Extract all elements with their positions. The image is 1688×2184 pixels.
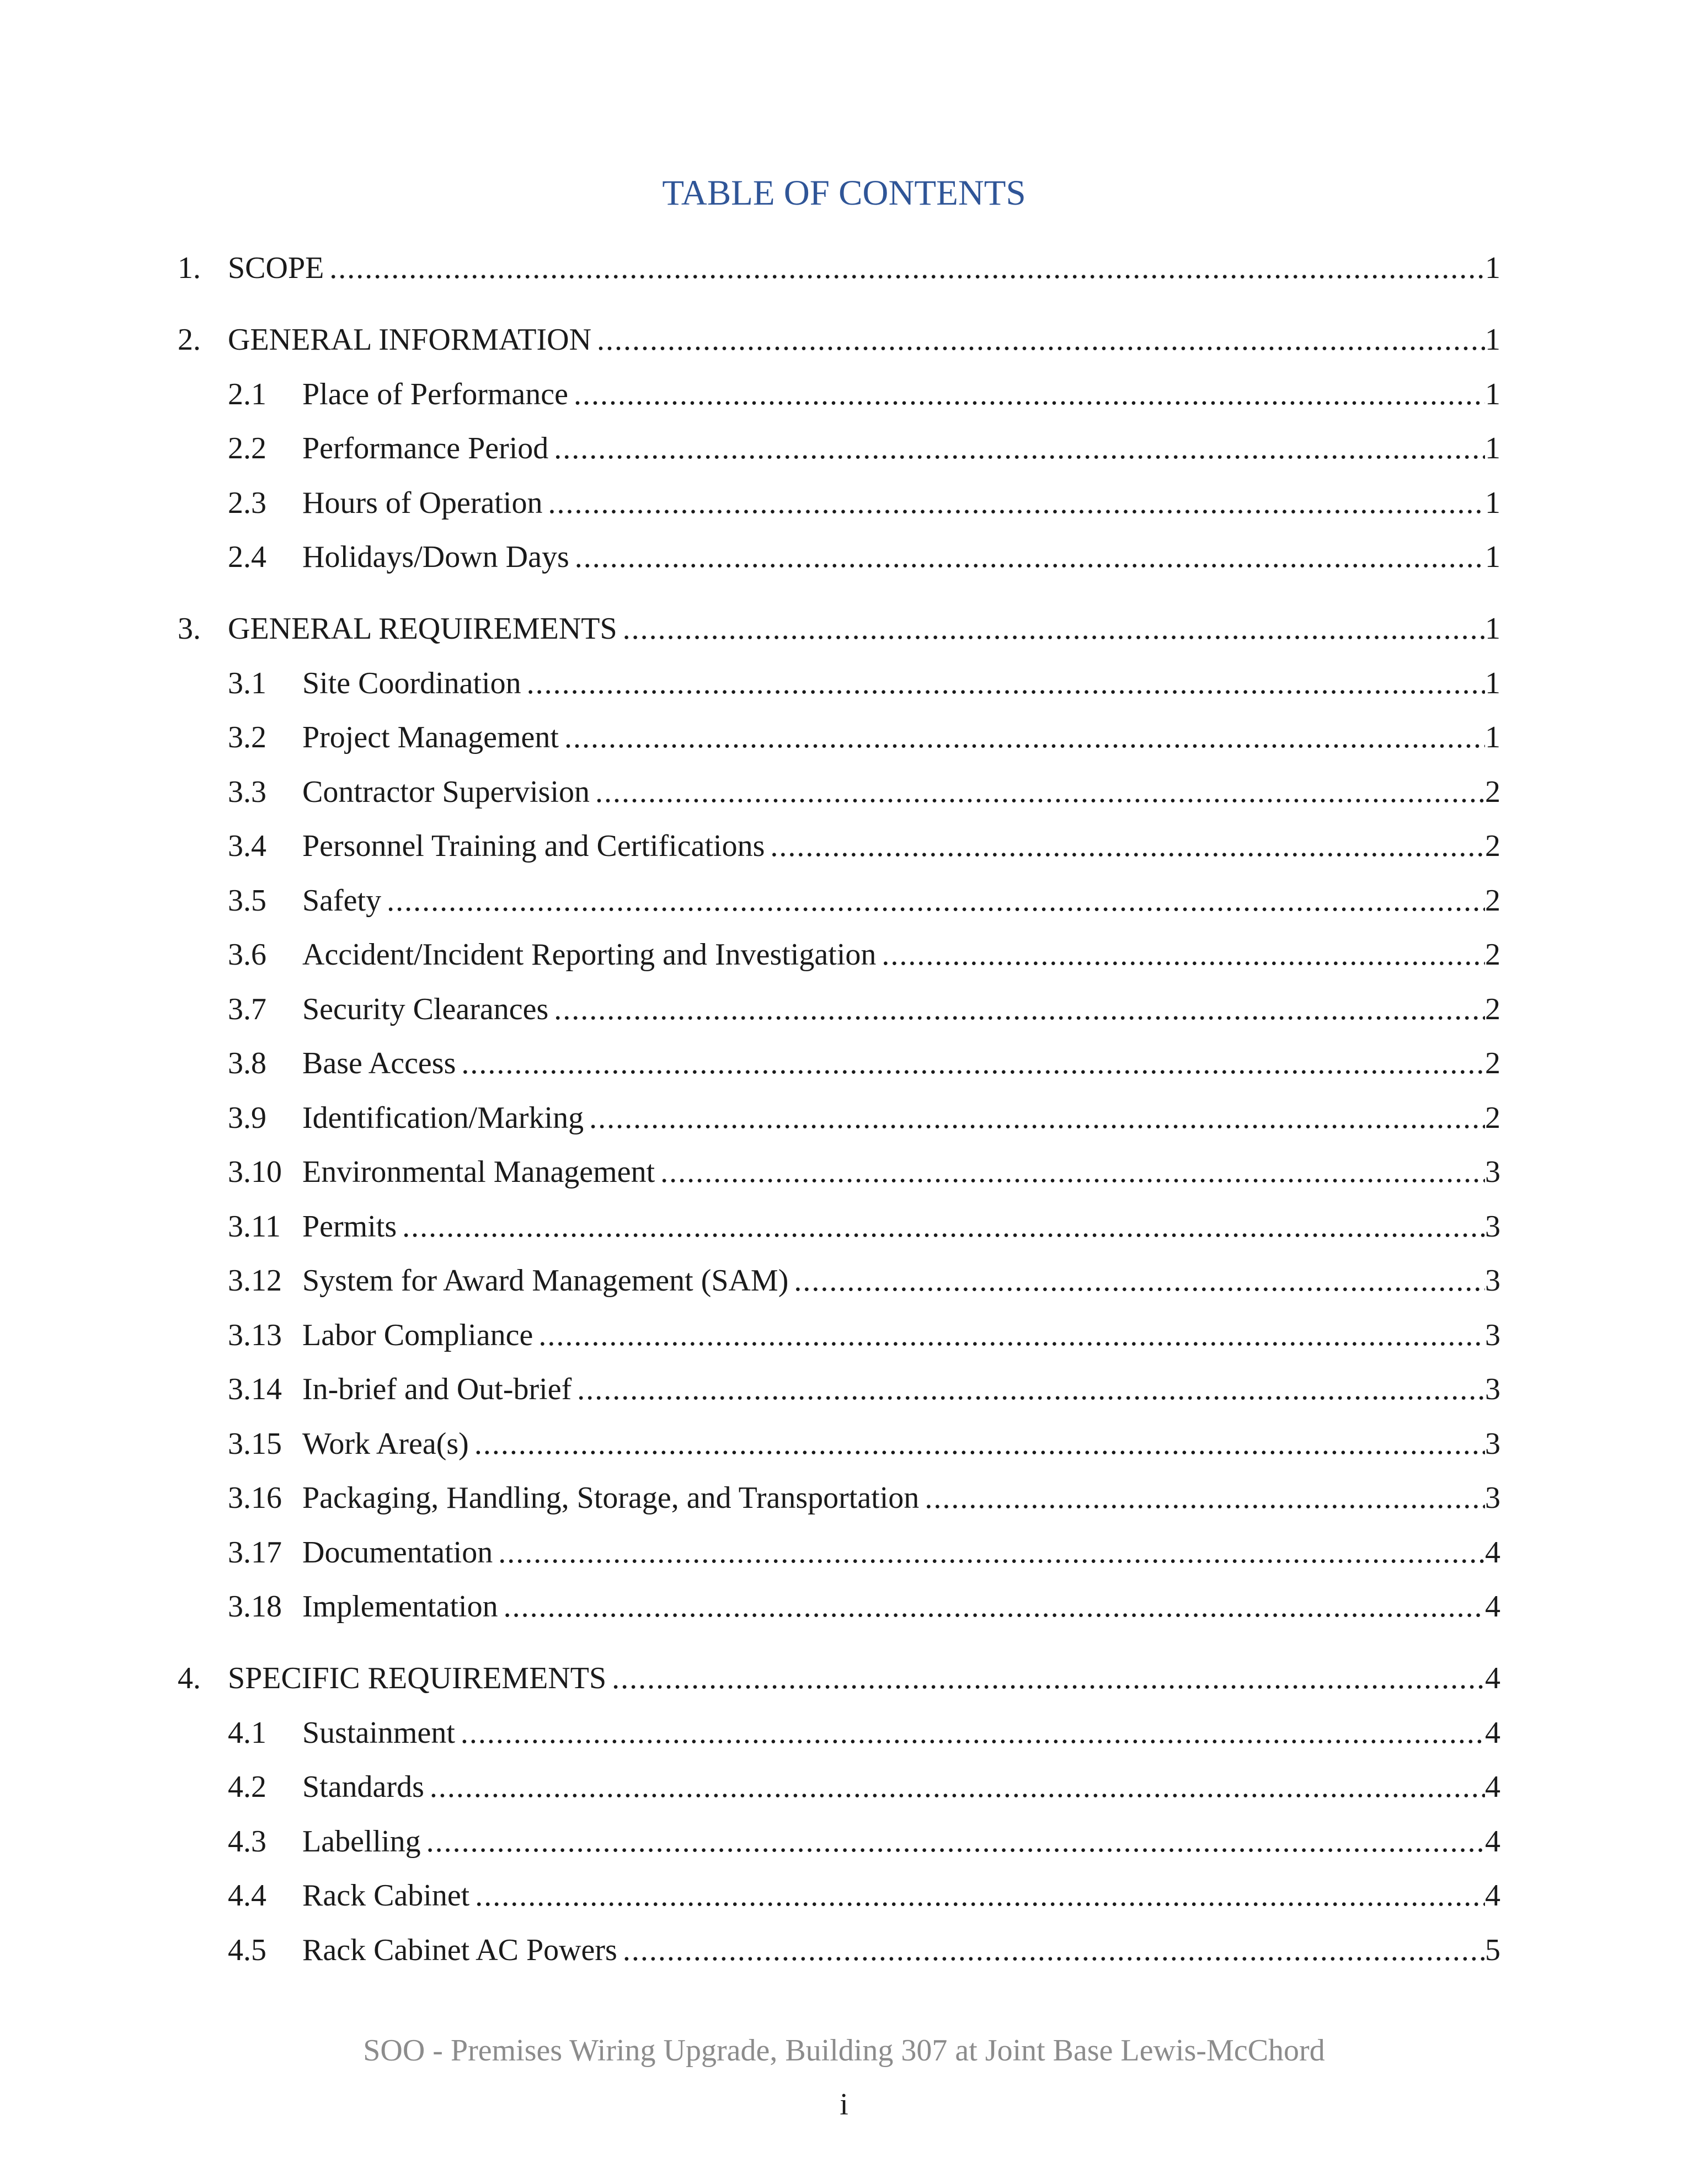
toc-entry-label: Accident/Incident Reporting and Investigation [302, 938, 877, 972]
toc-entry-number: 3.6 [228, 938, 266, 972]
toc-entry-label: Rack Cabinet [302, 1878, 470, 1913]
toc-dot-leader [542, 481, 1485, 525]
toc-entry[interactable] [0, 1873, 1688, 1918]
toc-entry-line [302, 987, 1500, 1031]
toc-entry-number: 3.18 [228, 1589, 282, 1624]
toc-dot-leader [548, 987, 1485, 1031]
toc-entry-line [228, 246, 1500, 290]
toc-entry-line [302, 1313, 1500, 1357]
toc-entry-number: 2.3 [228, 485, 266, 520]
toc-dot-leader [548, 426, 1485, 470]
toc-entry-page: 3 [1485, 1372, 1500, 1406]
toc-entry-line [302, 1585, 1500, 1629]
toc-entry[interactable] [0, 1205, 1688, 1249]
toc-entry-label: Labelling [302, 1824, 421, 1859]
toc-entry-page: 1 [1485, 612, 1500, 646]
toc-entry-page: 4 [1485, 1589, 1500, 1624]
toc-entry-label: Base Access [302, 1046, 456, 1080]
toc-entry-number: 3.8 [228, 1046, 266, 1080]
toc-entry-line [302, 879, 1500, 923]
toc-dot-leader [765, 824, 1485, 868]
toc-entry-number: 4.1 [228, 1715, 266, 1750]
toc-entry-number: 4.5 [228, 1933, 266, 1967]
toc-entry-page: 2 [1485, 1100, 1500, 1135]
toc-entry-line [228, 1656, 1500, 1700]
toc-entry-label: SCOPE [228, 251, 324, 285]
toc-entry-number: 2. [178, 323, 201, 357]
toc-entry-line [228, 607, 1500, 651]
toc-entry[interactable] [0, 1585, 1688, 1629]
toc-entry-label: Implementation [302, 1589, 498, 1624]
toc-entry-label: Safety [302, 883, 382, 918]
toc-entry[interactable] [0, 426, 1688, 470]
toc-entry[interactable] [0, 535, 1688, 579]
toc-entry-number: 3.4 [228, 829, 266, 863]
toc-entry-label: SPECIFIC REQUIREMENTS [228, 1661, 607, 1695]
toc-entry-page: 3 [1485, 1209, 1500, 1244]
toc-entry-line [302, 1367, 1500, 1411]
toc-entry-label: Environmental Management [302, 1155, 655, 1189]
toc-entry[interactable] [0, 1656, 1688, 1700]
toc-entry-page: 2 [1485, 938, 1500, 972]
toc-entry[interactable] [0, 1041, 1688, 1085]
toc-entry[interactable] [0, 607, 1688, 651]
toc-entry-number: 3.1 [228, 666, 266, 700]
toc-entry-line [302, 770, 1500, 814]
toc-entry-label: Standards [302, 1770, 424, 1804]
toc-entry[interactable] [0, 1313, 1688, 1357]
toc-entry-line [302, 535, 1500, 579]
toc-entry-number: 3.3 [228, 774, 266, 809]
toc-dot-leader [381, 879, 1485, 923]
toc-entry-number: 3.9 [228, 1100, 266, 1135]
toc-entry-label: Security Clearances [302, 992, 549, 1026]
toc-entry-label: Labor Compliance [302, 1318, 533, 1352]
toc-dot-leader [421, 1819, 1485, 1864]
toc-entry-label: Project Management [302, 720, 559, 754]
toc-entry[interactable] [0, 1711, 1688, 1755]
toc-entry-number: 3.16 [228, 1481, 282, 1515]
toc-entry-number: 3.15 [228, 1426, 282, 1461]
toc-entry[interactable] [0, 1928, 1688, 1972]
toc-entry[interactable] [0, 770, 1688, 814]
toc-entry-page: 5 [1485, 1933, 1500, 1967]
toc-entry-number: 4.4 [228, 1878, 266, 1913]
toc-entry-page: 3 [1485, 1318, 1500, 1352]
toc-entry[interactable] [0, 661, 1688, 705]
toc-entry-page: 4 [1485, 1715, 1500, 1750]
toc-entry-label: In-brief and Out-brief [302, 1372, 572, 1406]
toc-entry[interactable] [0, 318, 1688, 362]
toc-dot-leader [455, 1711, 1485, 1755]
toc-entry-number: 3.17 [228, 1535, 282, 1570]
toc-entry-label: Packaging, Handling, Storage, and Transportation [302, 1481, 920, 1515]
toc-entry-page: 1 [1485, 485, 1500, 520]
toc-entry-line [302, 1928, 1500, 1972]
toc-entry[interactable] [0, 933, 1688, 977]
toc-entry-page: 1 [1485, 431, 1500, 465]
toc-entry[interactable] [0, 715, 1688, 759]
toc-entry-page: 4 [1485, 1770, 1500, 1804]
toc-entry-page: 1 [1485, 377, 1500, 411]
toc-entry-line [302, 933, 1500, 977]
toc-entry-line [302, 715, 1500, 759]
toc-dot-leader [788, 1259, 1485, 1303]
toc-entry-line [302, 1476, 1500, 1520]
toc-entry-label: Documentation [302, 1535, 493, 1570]
toc-entry-label: Rack Cabinet AC Powers [302, 1933, 617, 1967]
toc-entry-label: Holidays/Down Days [302, 540, 569, 574]
toc-entry-number: 2.2 [228, 431, 266, 465]
toc-dot-leader [559, 715, 1485, 759]
toc-entry-page: 2 [1485, 992, 1500, 1026]
toc-entry[interactable] [0, 1096, 1688, 1140]
toc-entry-number: 3.14 [228, 1372, 282, 1406]
toc-dot-leader [617, 1928, 1485, 1972]
toc-entry-number: 3. [178, 612, 201, 646]
toc-entry[interactable] [0, 1422, 1688, 1466]
toc-entry-page: 1 [1485, 251, 1500, 285]
toc-dot-leader [456, 1041, 1485, 1085]
toc-entry[interactable] [0, 246, 1688, 290]
toc-dot-leader [591, 318, 1485, 362]
toc-entry-label: Work Area(s) [302, 1426, 469, 1461]
toc-entry-page: 2 [1485, 829, 1500, 863]
toc-entry[interactable] [0, 1819, 1688, 1864]
toc-entry-line [302, 1205, 1500, 1249]
toc-entry-number: 4. [178, 1661, 201, 1695]
toc-entry-line [302, 372, 1500, 416]
toc-entry-page: 2 [1485, 774, 1500, 809]
toc-entry[interactable] [0, 987, 1688, 1031]
toc-entry-label: System for Award Management (SAM) [302, 1264, 789, 1298]
toc-dot-leader [919, 1476, 1485, 1520]
toc-entry-page: 3 [1485, 1426, 1500, 1461]
toc-entry-number: 4.2 [228, 1770, 266, 1804]
toc-entry-page: 2 [1485, 883, 1500, 918]
toc-entry[interactable] [0, 1476, 1688, 1520]
toc-dot-leader [424, 1765, 1485, 1809]
toc-dot-leader [590, 770, 1485, 814]
toc-entry-line [302, 1150, 1500, 1194]
toc-entry-number: 3.12 [228, 1264, 282, 1298]
toc-entry-page: 3 [1485, 1481, 1500, 1515]
toc-entry[interactable] [0, 1259, 1688, 1303]
toc-entry-line [302, 1530, 1500, 1575]
toc-entry-line [302, 426, 1500, 470]
toc-entry-page: 1 [1485, 540, 1500, 574]
toc-entry-label: Place of Performance [302, 377, 568, 411]
toc-entry[interactable] [0, 1367, 1688, 1411]
toc-entry-line [302, 1259, 1500, 1303]
toc-entry-page: 1 [1485, 720, 1500, 754]
toc-entry-label: GENERAL INFORMATION [228, 323, 592, 357]
toc-entry-label: Performance Period [302, 431, 549, 465]
toc-entry-number: 2.1 [228, 377, 266, 411]
toc-entry-line [302, 1873, 1500, 1918]
toc-dot-leader [469, 1422, 1485, 1466]
toc-dot-leader [498, 1585, 1485, 1629]
toc-entry-label: Permits [302, 1209, 397, 1244]
toc-dot-leader [584, 1096, 1485, 1140]
toc-entry-label: Personnel Training and Certifications [302, 829, 765, 863]
toc-entry-label: Site Coordination [302, 666, 521, 700]
toc-dot-leader [571, 1367, 1485, 1411]
toc-entry-label: Hours of Operation [302, 485, 543, 520]
toc-entry-page: 4 [1485, 1878, 1500, 1913]
toc-entry[interactable] [0, 1530, 1688, 1575]
toc-entry-line [302, 481, 1500, 525]
toc-dot-leader [569, 535, 1485, 579]
toc-dot-leader [617, 607, 1485, 651]
toc-dot-leader [533, 1313, 1485, 1357]
toc-entry-page: 1 [1485, 666, 1500, 700]
toc-entry-page: 4 [1485, 1661, 1500, 1695]
toc-entry-label: Contractor Supervision [302, 774, 590, 809]
toc-entry-number: 2.4 [228, 540, 266, 574]
toc-title: TABLE OF CONTENTS [662, 173, 1026, 213]
toc-entry-line [302, 1765, 1500, 1809]
toc-entry-page: 4 [1485, 1824, 1500, 1859]
toc-entry-number: 3.13 [228, 1318, 282, 1352]
toc-entry-line [302, 1711, 1500, 1755]
toc-dot-leader [876, 933, 1485, 977]
toc-dot-leader [568, 372, 1485, 416]
toc-entry-number: 3.11 [228, 1209, 281, 1244]
toc-dot-leader [397, 1205, 1485, 1249]
toc-entry[interactable] [0, 1765, 1688, 1809]
footer-text: SOO - Premises Wiring Upgrade, Building 307 at Joint Base Lewis-McChord [363, 2033, 1325, 2068]
toc-entry-number: 3.7 [228, 992, 266, 1026]
toc-entry-label: GENERAL REQUIREMENTS [228, 612, 617, 646]
toc-entry-page: 3 [1485, 1155, 1500, 1189]
toc-entry-number: 3.2 [228, 720, 266, 754]
toc-dot-leader [521, 661, 1485, 705]
toc-entry-line [302, 1041, 1500, 1085]
toc-entry-line [302, 824, 1500, 868]
toc-dot-leader [469, 1873, 1485, 1918]
toc-dot-leader [324, 246, 1485, 290]
toc-entry-line [302, 1422, 1500, 1466]
toc-entry[interactable] [0, 824, 1688, 868]
toc-dot-leader [606, 1656, 1485, 1700]
toc-entry-number: 4.3 [228, 1824, 266, 1859]
toc-entry[interactable] [0, 481, 1688, 525]
toc-entry[interactable] [0, 879, 1688, 923]
toc-entry-number: 3.5 [228, 883, 266, 918]
toc-entry-line [228, 318, 1500, 362]
toc-entry-number: 3.10 [228, 1155, 282, 1189]
toc-dot-leader [493, 1530, 1485, 1575]
toc-entry-line [302, 661, 1500, 705]
toc-entry-page: 3 [1485, 1264, 1500, 1298]
toc-entry-page: 1 [1485, 323, 1500, 357]
toc-entry-number: 1. [178, 251, 201, 285]
toc-entry[interactable] [0, 372, 1688, 416]
toc-entry-line [302, 1819, 1500, 1864]
footer-page-number: i [840, 2087, 848, 2122]
toc-dot-leader [655, 1150, 1485, 1194]
toc-entry[interactable] [0, 1150, 1688, 1194]
toc-entry-label: Identification/Marking [302, 1100, 584, 1135]
toc-entry-page: 4 [1485, 1535, 1500, 1570]
toc-entry-page: 2 [1485, 1046, 1500, 1080]
toc-entry-label: Sustainment [302, 1715, 455, 1750]
toc-entry-line [302, 1096, 1500, 1140]
